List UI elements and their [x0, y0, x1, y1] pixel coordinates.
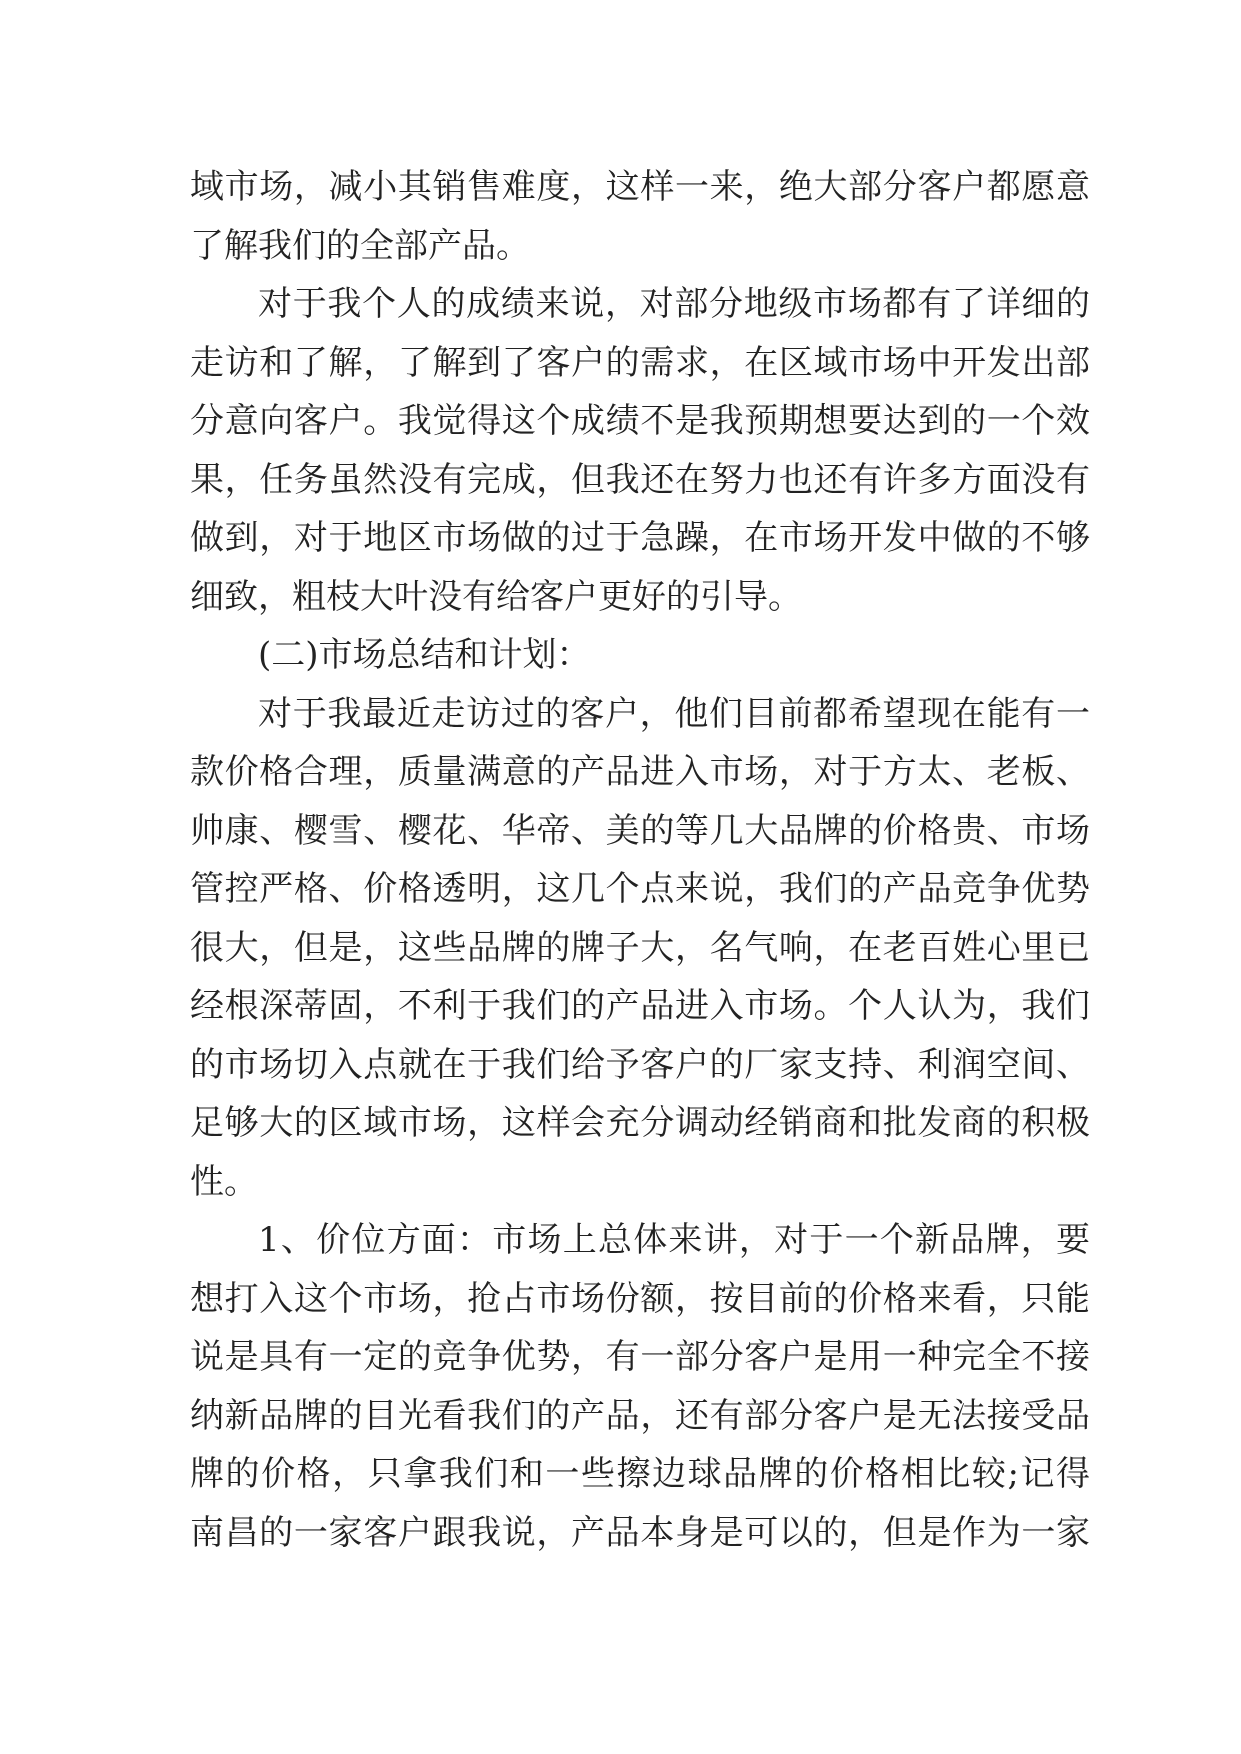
text-line: 款价格合理，质量满意的产品进入市场，对于方太、老板、 — [190, 752, 1090, 792]
text-line: 南昌的一家客户跟我说，产品本身是可以的，但是作为一家 — [190, 1512, 1090, 1553]
text-line: 帅康、樱雪、樱花、华帝、美的等几大品牌的价格贵、市场 — [190, 810, 1090, 851]
text-line: 果，任务虽然没有完成，但我还在努力也还有许多方面没有 — [190, 459, 1090, 500]
text-line: 说是具有一定的竞争优势，有一部分客户是用一种完全不接 — [190, 1337, 1090, 1377]
text-line: 纳新品牌的目光看我们的产品，还有部分客户是无法接受品 — [190, 1395, 1090, 1436]
text-line: 性。 — [190, 1161, 258, 1202]
text-line: 分意向客户。我觉得这个成绩不是我预期想要达到的一个效 — [190, 401, 1090, 441]
text-line: 1、价位方面：市场上总体来讲，对于一个新品牌，要 — [258, 1220, 1090, 1260]
text-line: 走访和了解，了解到了客户的需求，在区域市场中开发出部 — [190, 342, 1090, 383]
text-line: 很大，但是，这些品牌的牌子大，名气响，在老百姓心里已 — [190, 927, 1090, 968]
text-line: 对于我最近走访过的客户，他们目前都希望现在能有一 — [258, 693, 1090, 734]
text-line: 对于我个人的成绩来说，对部分地级市场都有了详细的 — [258, 284, 1090, 324]
text-line: 的市场切入点就在于我们给予客户的厂家支持、利润空间、 — [190, 1044, 1090, 1085]
document-body — [190, 158, 1090, 1562]
text-line: 足够大的区域市场，这样会充分调动经销商和批发商的积极 — [190, 1103, 1090, 1143]
text-line: 牌的价格，只拿我们和一些擦边球品牌的价格相比较;记得 — [190, 1454, 1090, 1494]
text-line: 了解我们的全部产品。 — [190, 225, 530, 266]
text-line: 经根深蒂固，不利于我们的产品进入市场。个人认为，我们 — [190, 986, 1090, 1026]
text-line: 做到，对于地区市场做的过于急躁，在市场开发中做的不够 — [190, 518, 1090, 558]
text-line: 管控严格、价格透明，这几个点来说，我们的产品竞争优势 — [190, 869, 1090, 909]
text-line: (二)市场总结和计划： — [258, 635, 591, 675]
text-line: 域市场，减小其销售难度，这样一来，绝大部分客户都愿意 — [190, 167, 1090, 207]
text-line: 想打入这个市场，抢占市场份额，按目前的价格来看，只能 — [190, 1278, 1090, 1319]
text-line: 细致，粗枝大叶没有给客户更好的引导。 — [190, 576, 802, 617]
